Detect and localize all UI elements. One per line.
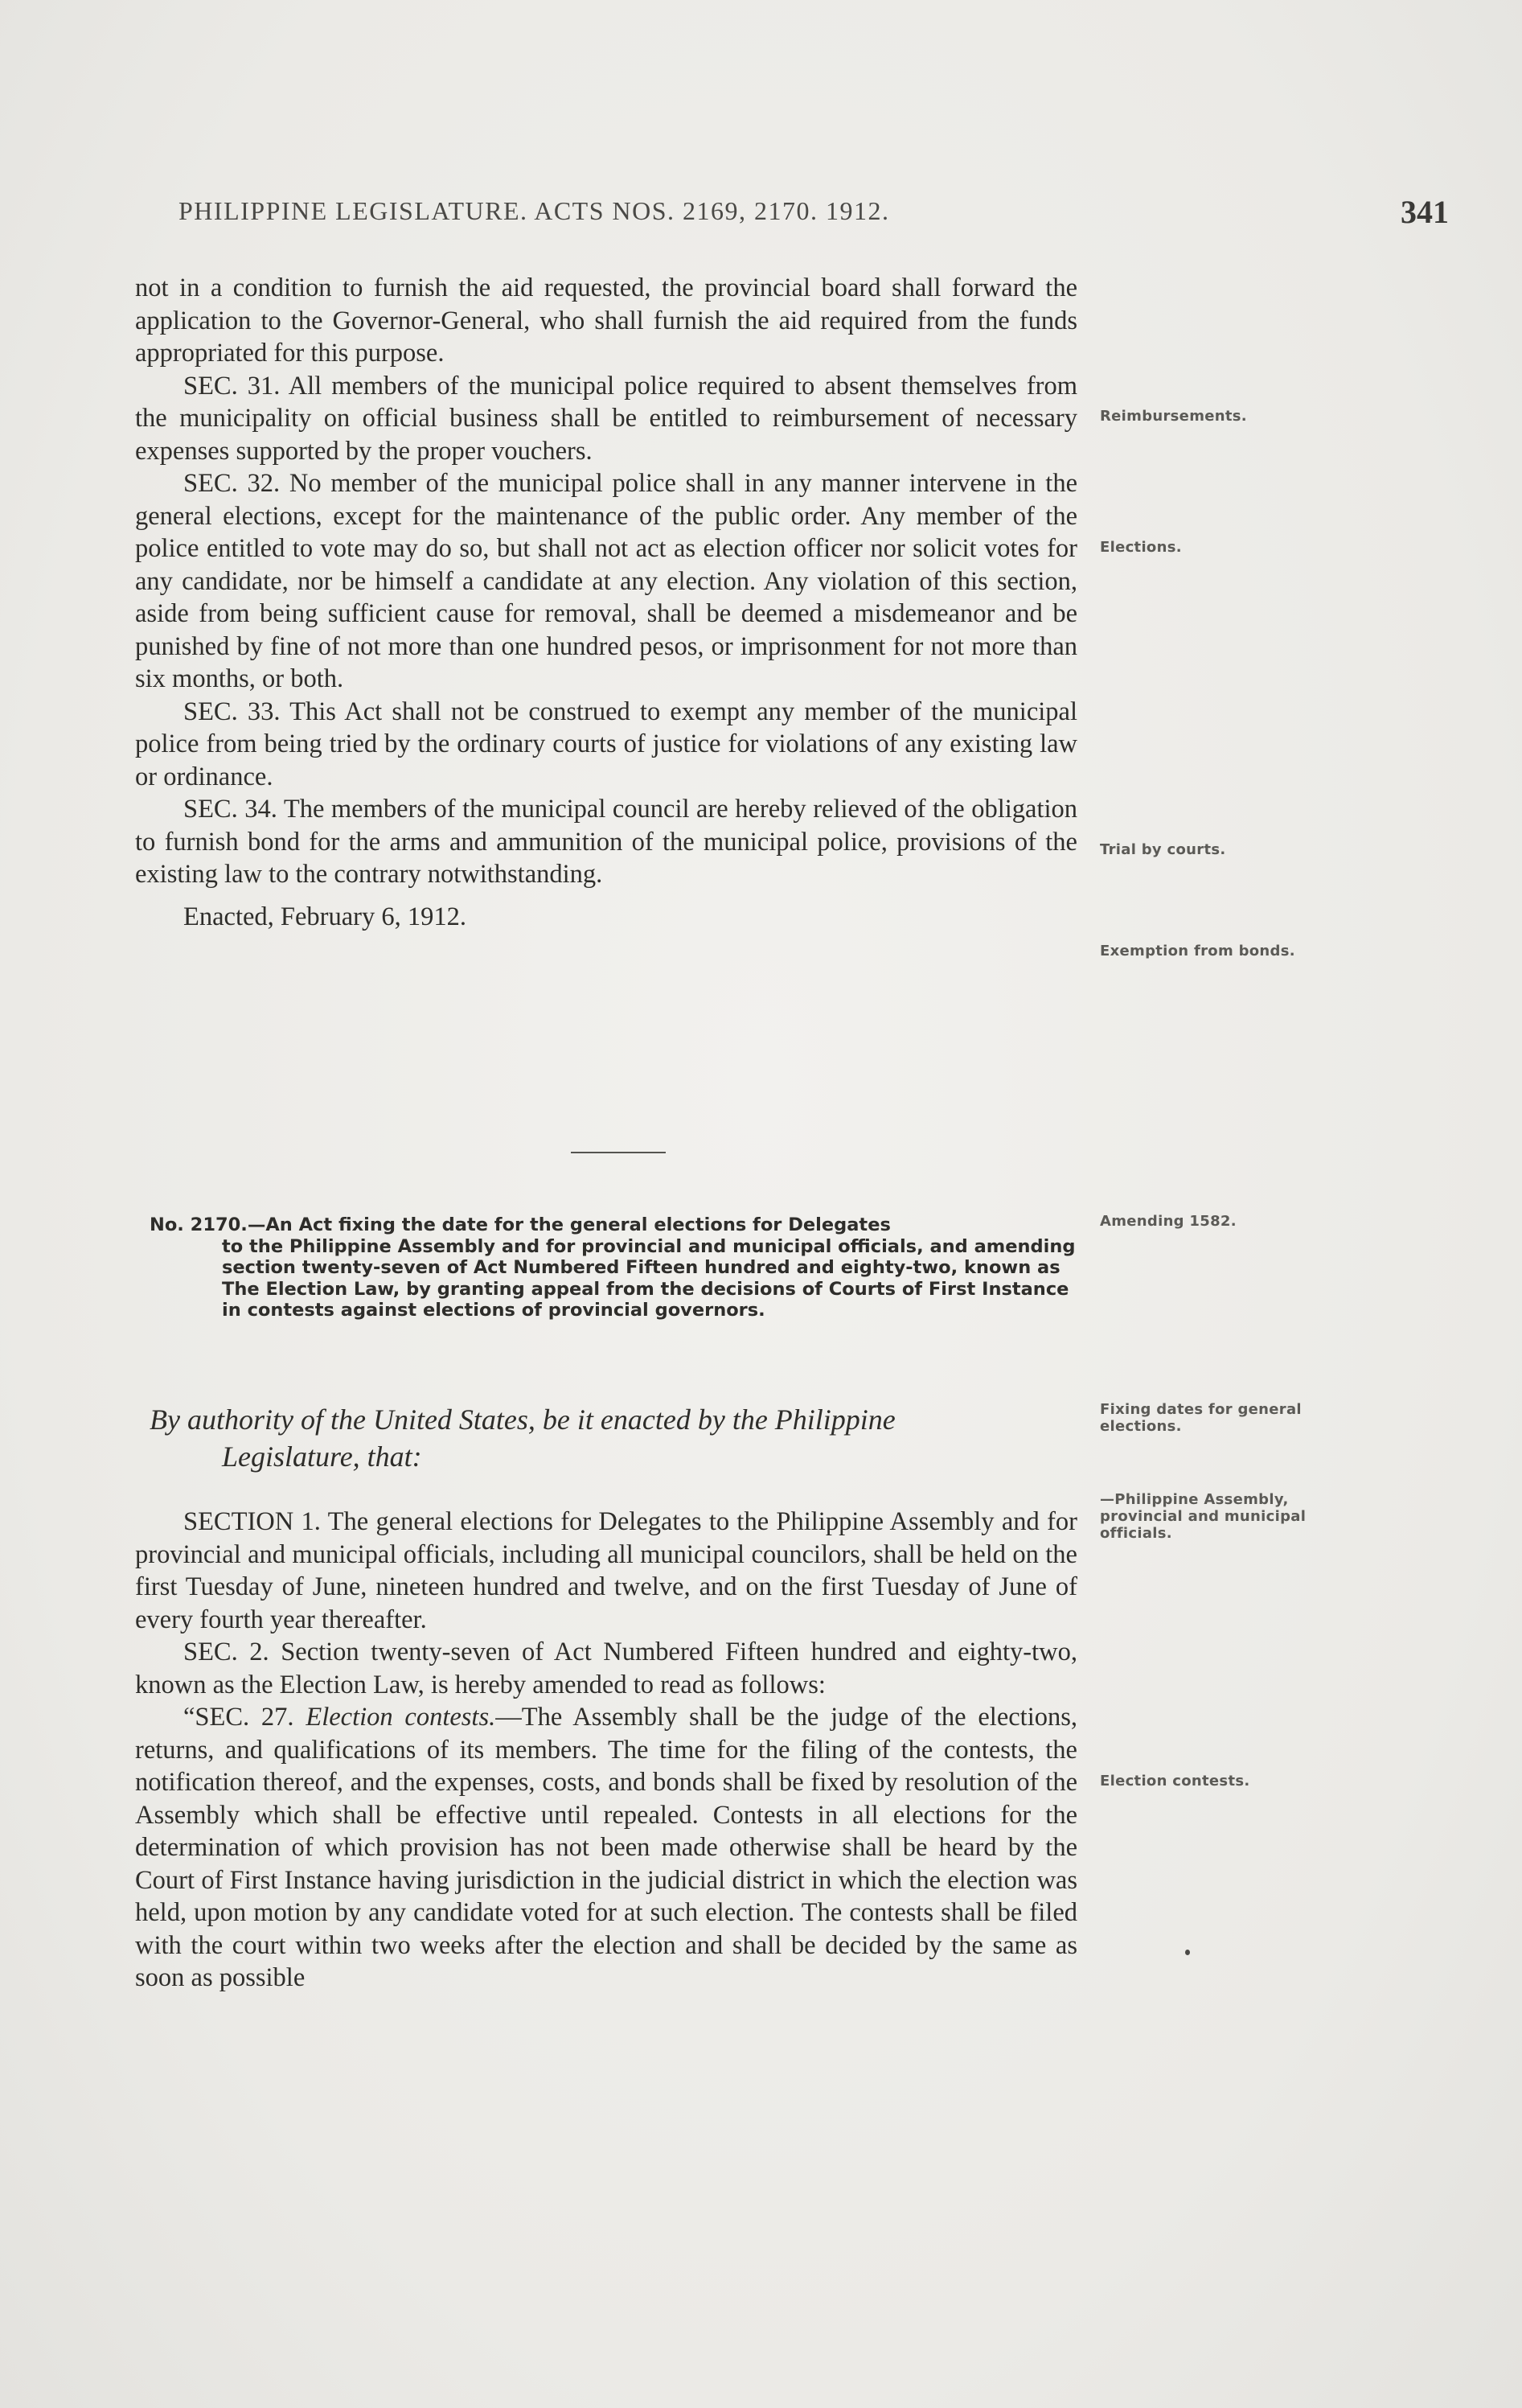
section-32-label: SEC. 32. [183,469,281,498]
section-2-text: Section twenty-seven of Act Numbered Fifteen hundred and eighty-two, known as the Election Law, is hereby amended to read as follows: [135,1638,1077,1699]
enacting-line-2: Legislature, that: [222,1440,422,1473]
section-27-label: “SEC. 27. [183,1703,294,1732]
section-33 [135,696,1077,794]
margin-note-elections: Elections. [1100,539,1182,556]
act-2170-text [135,1506,1077,1995]
ink-speck [1185,1950,1190,1955]
page-header [178,193,1449,233]
margin-note-election-contests: Election contests. [1100,1773,1250,1790]
act-title-lead: No. 2170.—An Act fixing the date for the general elections for Delegates [150,1214,891,1235]
section-34-label: SEC. 34. [183,795,277,824]
margin-note-fixing: Fixing dates for general elections. [1100,1401,1302,1435]
section-33-text: This Act shall not be construed to exempt any member of the municipal police from being tried by the ordinary courts of justice for violations of any existing law or ordinance. [135,697,1077,791]
enacting-clause [150,1401,1082,1475]
act-title-rest: to the Philippine Assembly and for provincial and municipal officials, and amending section twenty-seven of Act Numbered Fifteen hundred and eighty-two, known as The Election Law, by granting appeal from the decisions of Courts of First Instance in contests against elections of provincial governors. [222,1235,1076,1321]
enacted-date: Enacted, February 6, 1912. [183,902,466,931]
margin-note-exemption: Exemption from bonds. [1100,943,1295,960]
section-1-label: SECTION 1. [183,1507,321,1536]
section-1 [135,1506,1077,1636]
section-31-label: SEC. 31. [183,371,281,401]
act-2169-text [135,272,1077,933]
page-number: 341 [1401,194,1449,230]
running-head: PHILIPPINE LEGISLATURE. ACTS NOS. 2169, 2170. 1912. [178,196,890,225]
section-31-text: All members of the municipal police required to absent themselves from the municipality on official business shall be entitled to reimbursement of necessary expenses supported by the proper vouchers. [135,371,1078,466]
section-2 [135,1636,1077,1701]
section-34 [135,793,1077,891]
section-27-text: —The Assembly shall be the judge of the elections, returns, and qualifications of its members. The time for the filing of the contests, the notification thereof, and the expenses, costs, and bonds shall be fixed by resolution of the Assembly which shall be effective until repealed. Contests in all elections for the determination of which provision has not been made otherwise shall be heard by the Court of First Instance having jurisdiction in the judicial district in which the election was held, upon motion by any candidate voted for at such election. The contests shall be filed with the court within two weeks after the election and shall be decided by the same as soon as possible [135,1703,1078,1992]
section-32-text: No member of the municipal police shall in any manner intervene in the general elections, except for the maintenance of the public order. Any member of the police entitled to vote may do so, but shall not act as election officer nor solicit votes for any candidate, nor be himself a candidate at any election. Any violation of this section, aside from being sufficient cause for removal, shall be deemed a misdemeanor and be punished by fine of not more than one hundred pesos, or imprisonment for not more than six months, or both. [135,469,1077,693]
enacting-line-1: By authority of the United States, be it enacted by the Philippine [150,1403,896,1436]
margin-note-reimbursements: Reimbursements. [1100,408,1247,425]
margin-note-trial: Trial by courts. [1100,841,1226,858]
section-27-heading: Election contests. [306,1703,496,1732]
act-2170-title [150,1214,1090,1321]
section-27 [135,1701,1077,1995]
section-34-text: The members of the municipal council are hereby relieved of the obligation to furnish bond for the arms and ammunition of the municipal police, provisions of the existing law to the contrary notwithstanding. [135,795,1078,889]
section-divider [571,1152,666,1153]
section-32 [135,467,1077,696]
section-33-label: SEC. 33. [183,697,281,726]
margin-note-philippine-assembly: —Philippine Assembly, provincial and municipal officials. [1100,1491,1307,1542]
section-1-text: The general elections for Delegates to the Philippine Assembly and for provincial and municipal officials, including all municipal councilors, shall be held on the first Tuesday of June, nineteen hundred and twelve, and on the first Tuesday of June of every fourth year thereafter. [135,1507,1077,1634]
section-2-label: SEC. 2. [183,1638,269,1666]
margin-note-amending: Amending 1582. [1100,1213,1237,1230]
section-31 [135,370,1077,468]
continued-paragraph: not in a condition to furnish the aid requested, the provincial board shall forward the application to the Governor-General, who shall furnish the aid required from the funds appropriated for this purpose. [135,273,1077,368]
